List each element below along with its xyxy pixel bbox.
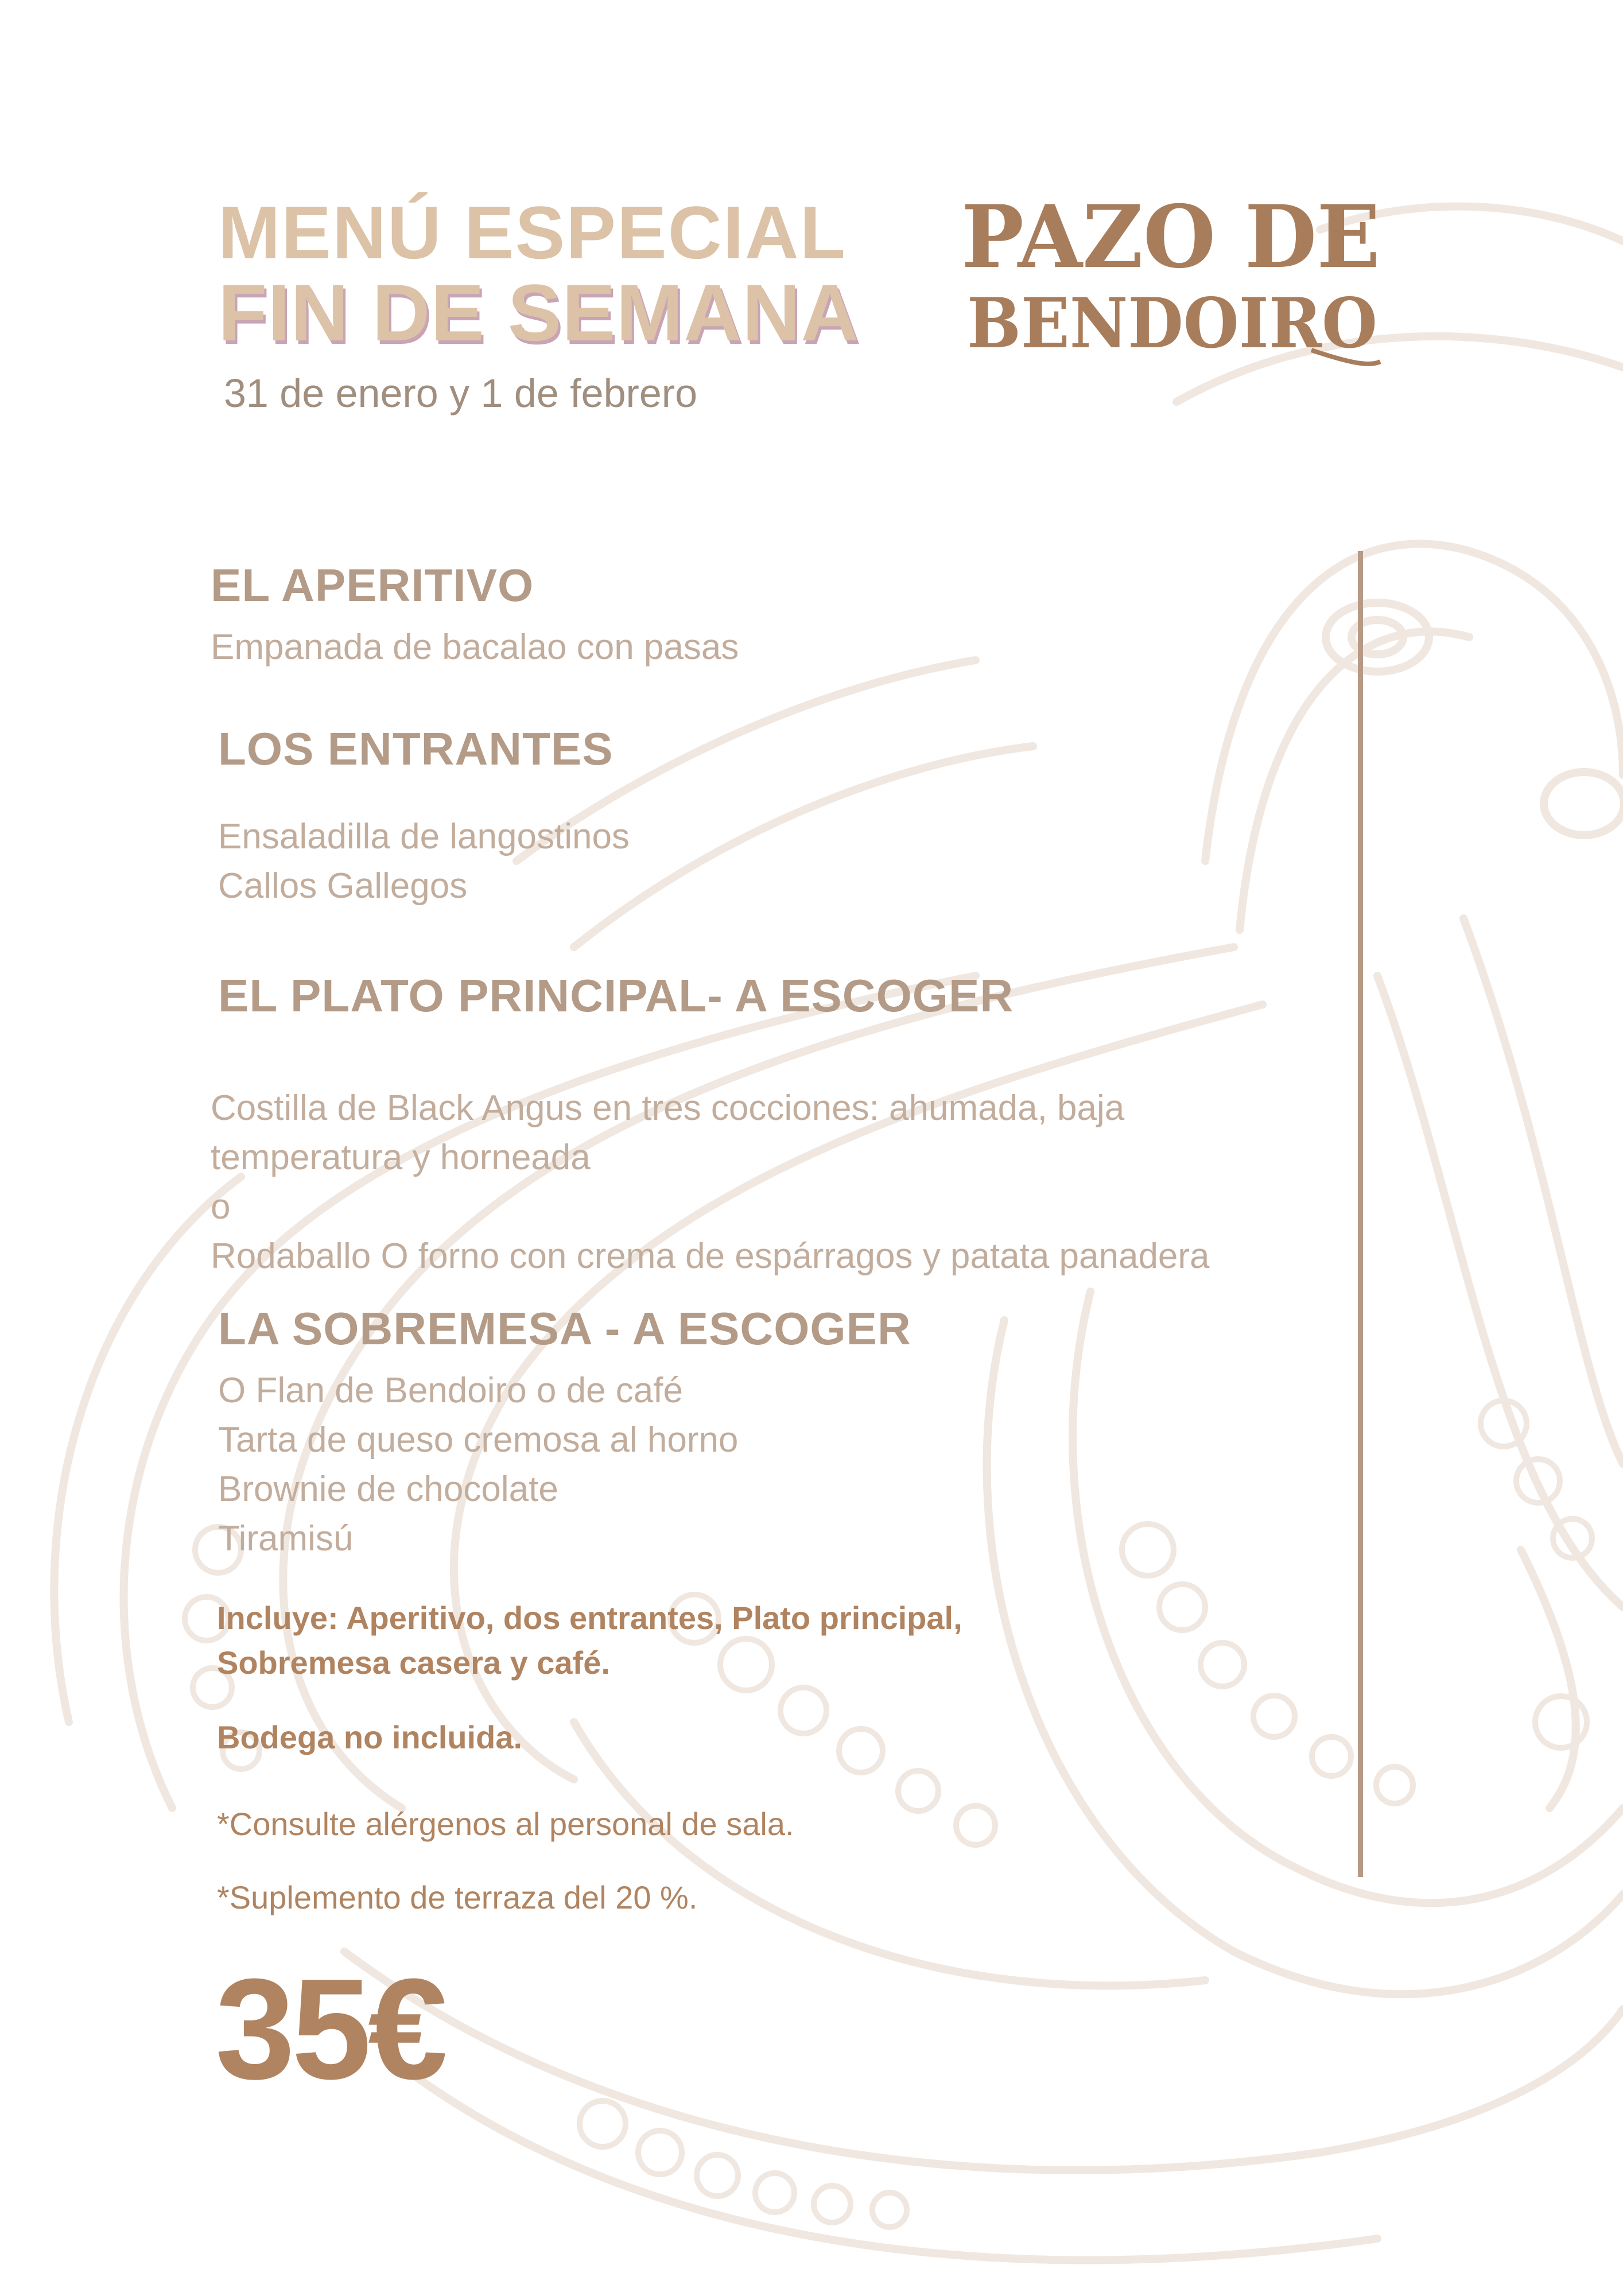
includes-note-line2: Sobremesa casera y café.	[217, 1645, 610, 1681]
menu-item: Tiramisú	[218, 1519, 354, 1558]
section-heading-entrantes: LOS ENTRANTES	[218, 723, 614, 774]
logo-line1: PAZO DE	[961, 189, 1380, 288]
menu-title-line2: FIN DE SEMANA	[218, 267, 860, 358]
menu-dates: 31 de enero y 1 de febrero	[224, 371, 698, 416]
menu-item: Tarta de queso cremosa al horno	[218, 1420, 739, 1460]
menu-item: O Flan de Bendoiro o de café	[218, 1371, 683, 1410]
vertical-divider	[1358, 551, 1363, 1877]
menu-price: 35€	[215, 1949, 445, 2109]
terrace-note: *Suplemento de terraza del 20 %.	[217, 1879, 698, 1915]
menu-item: Brownie de chocolate	[218, 1469, 558, 1509]
section-heading-aperitivo: EL APERITIVO	[211, 560, 534, 611]
includes-note-line1: Incluye: Aperitivo, dos entrantes, Plato principal,	[217, 1600, 962, 1636]
menu-item: Ensaladilla de langostinos	[218, 817, 630, 856]
menu-title-line1: MENÚ ESPECIAL	[218, 191, 847, 274]
menu-item: Rodaballo O forno con crema de espárragos y patata panadera	[211, 1236, 1210, 1276]
drinks-note: Bodega no incluida.	[217, 1719, 523, 1755]
section-heading-principal: EL PLATO PRINCIPAL- A ESCOGER	[218, 970, 1014, 1021]
menu-item: temperatura y horneada	[211, 1138, 591, 1177]
section-heading-sobremesa: LA SOBREMESA - A ESCOGER	[218, 1303, 911, 1354]
logo-line2: BENDOIRO	[967, 283, 1377, 364]
menu-item-separator: o	[211, 1187, 231, 1227]
menu-item: Empanada de bacalao con pasas	[211, 627, 739, 667]
menu-item: Callos Gallegos	[218, 866, 468, 906]
restaurant-logo	[956, 189, 1386, 373]
menu-item: Costilla de Black Angus en tres cocciones: ahumada, baja	[211, 1088, 1125, 1128]
allergens-note: *Consulte alérgenos al personal de sala.	[217, 1806, 794, 1842]
